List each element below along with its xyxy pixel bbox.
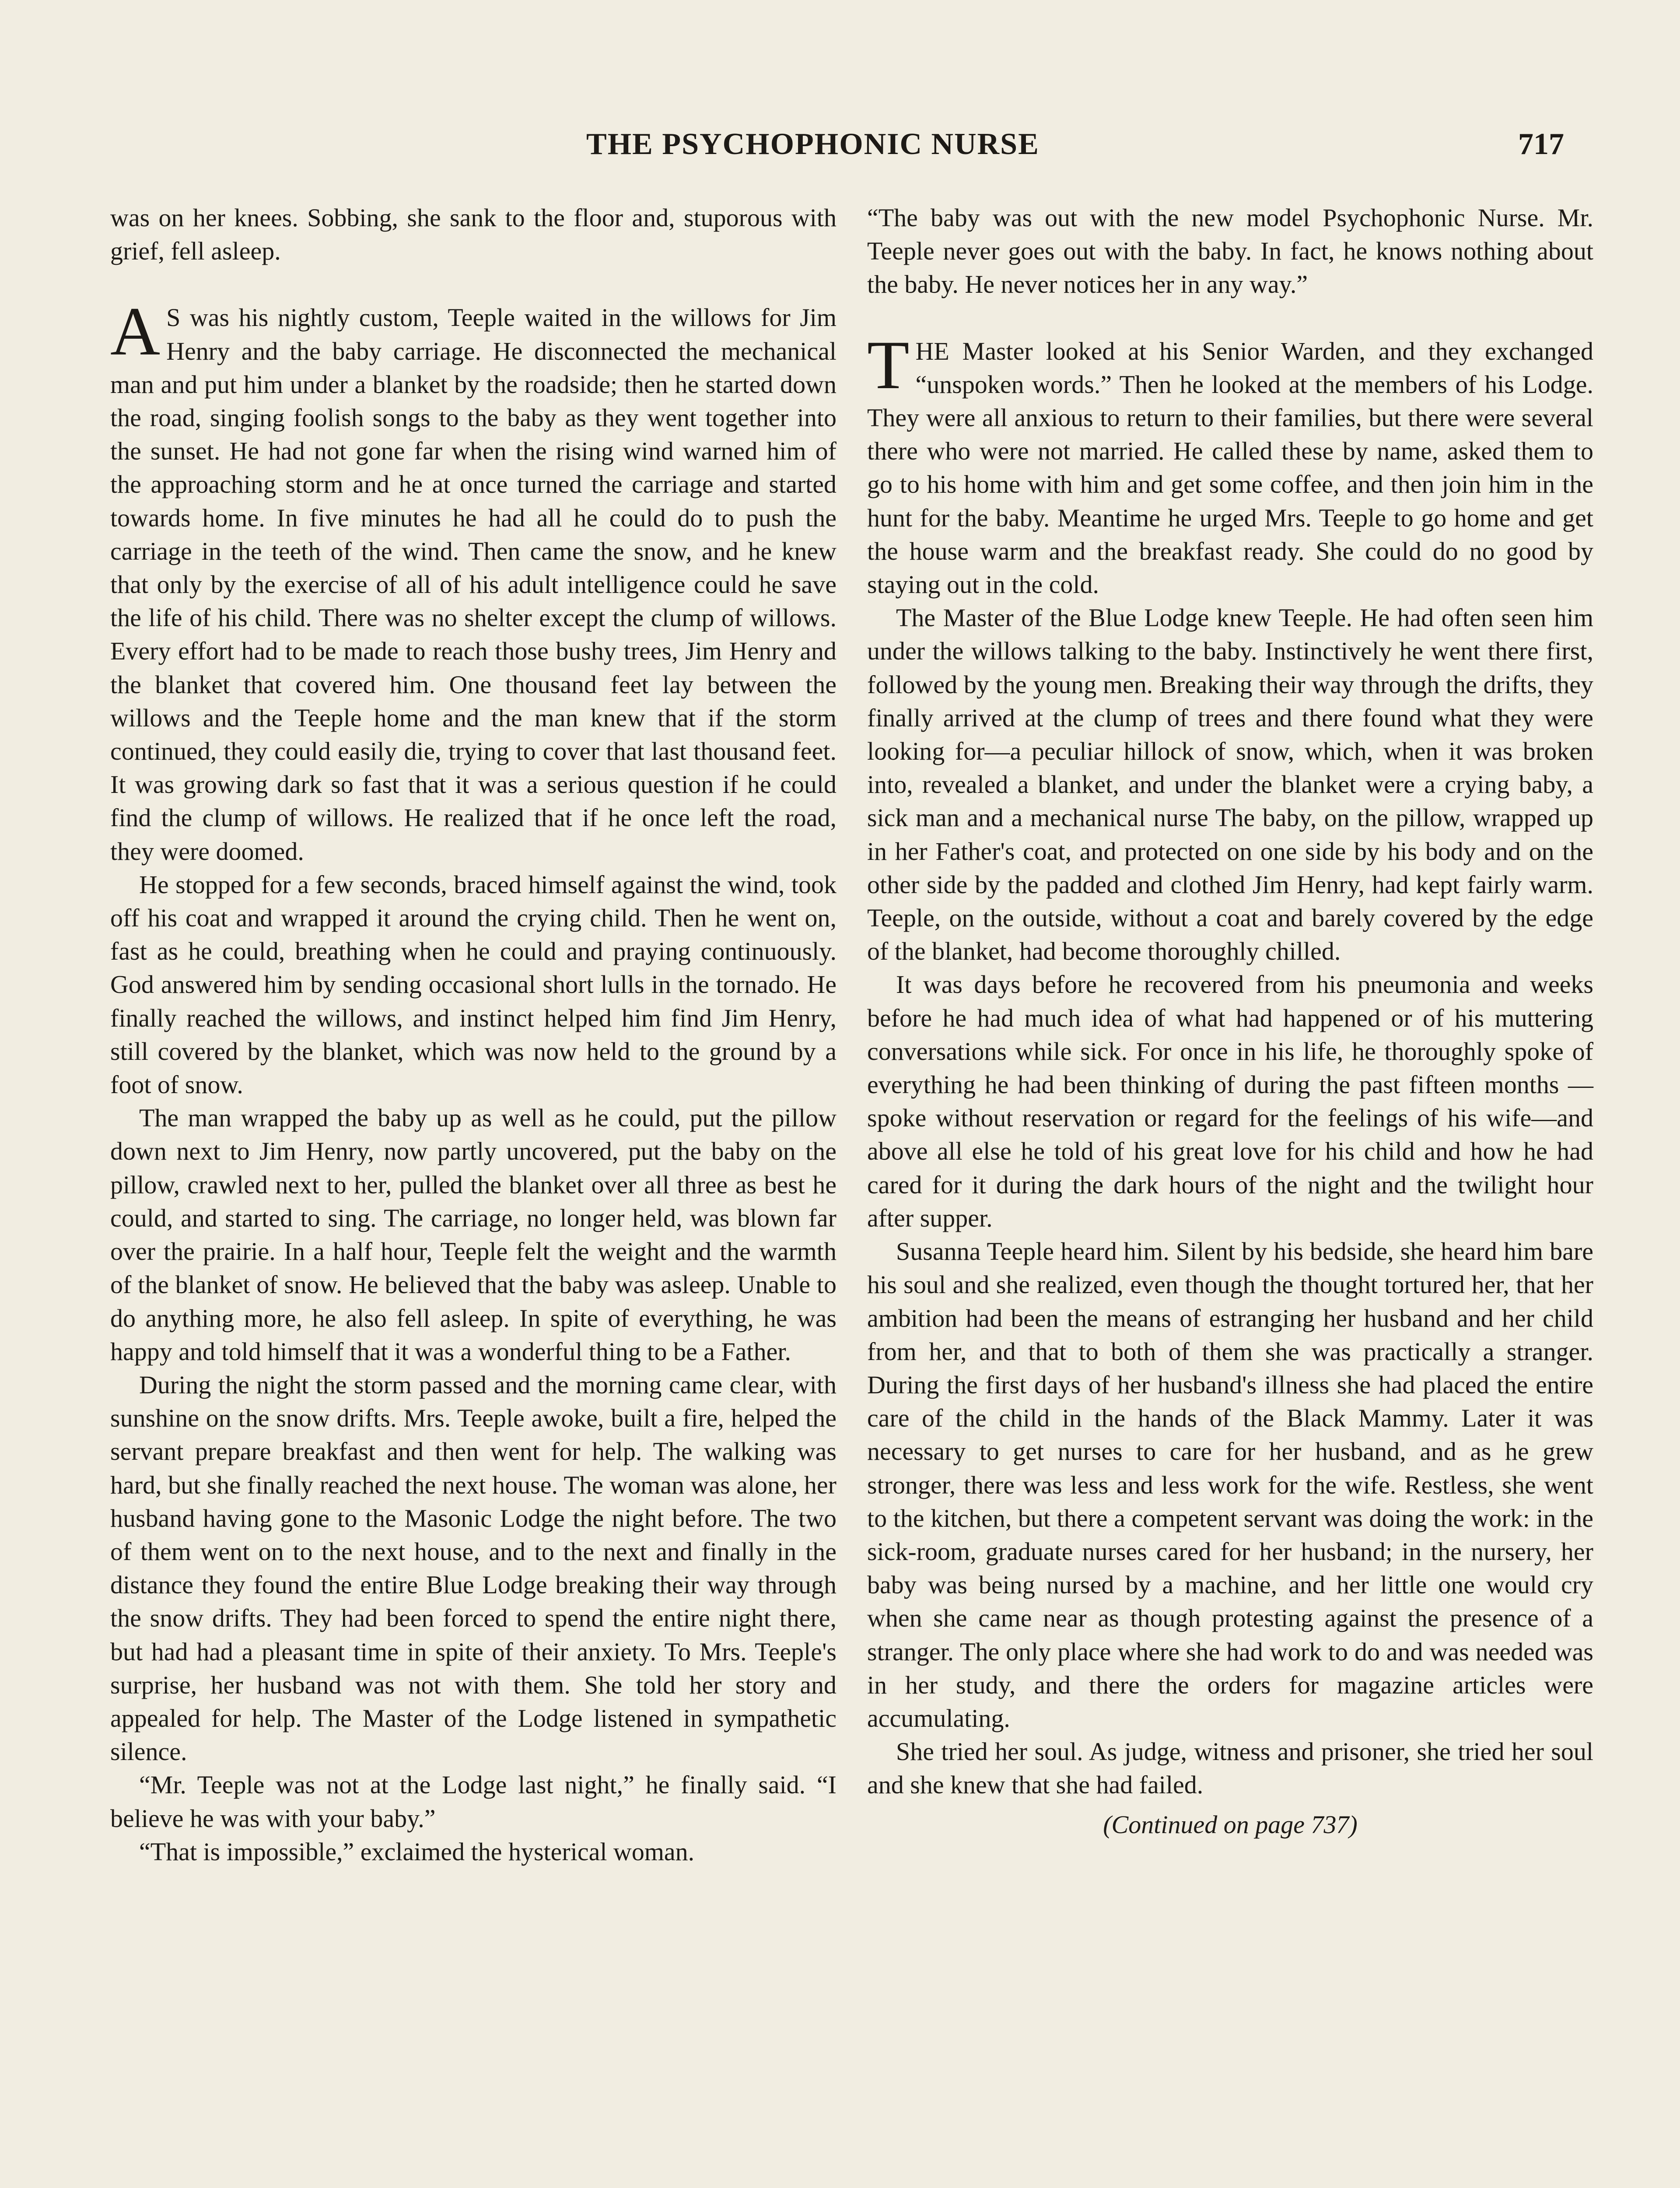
left-column [110, 201, 836, 1869]
paragraph: Susanna Teeple heard him. Silent by his bedside, she heard him bare his soul and she realized, even though the thought tortured her, that her ambition had been the means of estranging her husband and her child from her, and that to both of them she was practically a stranger. During the first days of her husband's illness she had placed the entire care of the child in the hands of the Black Mammy. Later it was necessary to get nurses to care for her husband, and as he grew stronger, there was less and less work for the wife. Restless, she went to the kitchen, but there a competent servant was doing the work: in the sick-room, graduate nurses cared for her husband; in the nursery, her baby was being nursed by a machine, and her little one would cry when she came near as though protesting against the presence of a stranger. The only place where she had work to do and was needed was in her study, and there the orders for magazine articles were accumulating. [867, 1237, 1593, 1732]
paragraph: The Master of the Blue Lodge knew Teeple. He had often seen him under the willows talking to the baby. Instinctively he went there first, followed by the young men. Breaking their way through the drifts, they finally arrived at the clump of trees and there found what they were looking for—a peculiar hillock of snow, which, when it was broken into, revealed a blanket, and under the blanket were a crying baby, a sick man and a mechanical nurse The baby, on the pillow, wrapped up in her Father's coat, and protected on one side by his body and on the other side by the padded and clothed Jim Henry, had kept fairly warm. Teeple, on the outside, without a coat and barely covered by the edge of the blanket, had become thoroughly chilled. [867, 603, 1593, 966]
paragraph: The man wrapped the baby up as well as he could, put the pillow down next to Jim Henry, now partly uncovered, put the baby on the pillow, crawled next to her, pulled the blanket over all three as best he could, and started to sing. The carriage, no longer held, was blown far over the prairie. In a half hour, Teeple felt the weight and the warmth of the blanket of snow. He believed that the baby was asleep. Unable to do anything more, he also fell asleep. In spite of everything, he was happy and told himself that it was a wonderful thing to be a Father. [110, 1104, 836, 1366]
paragraph: During the night the storm passed and the morning came clear, with sunshine on the snow drifts. Mrs. Teeple awoke, built a fire, helped the servant prepare breakfast and then went for help. The walking was hard, but she finally reached the next house. The woman was alone, her husband having gone to the Masonic Lodge the night before. The two of them went on to the next house, and to the next and finally in the distance they found the entire Blue Lodge breaking their way through the snow drifts. They had been forced to spend the entire night there, but had had a pleasant time in spite of their anxiety. To Mrs. Teeple's surprise, her husband was not with them. She told her story and appealed for help. The Master of the Lodge listened in sympathetic silence. [110, 1370, 836, 1766]
paragraph: “That is impossible,” exclaimed the hysterical woman. [139, 1837, 695, 1866]
paragraph: He stopped for a few seconds, braced himself against the wind, took off his coat and wrapped it around the crying child. Then he went on, fast as he could, breathing when he could and praying continuously. God answered him by sending occasional short lulls in the tornado. He finally reached the willows, and instinct helped him find Jim Henry, still covered by the blanket, which was now held to the ground by a foot of snow. [110, 870, 836, 1099]
page-header [0, 127, 1680, 171]
paragraph: “The baby was out with the new model Psychophonic Nurse. Mr. Teeple never goes out with the baby. In fact, he knows nothing about the baby. He never notices her in any way.” [867, 203, 1593, 299]
paragraph: was on her knees. Sobbing, she sank to the floor and, stuporous with grief, fell asleep. [110, 203, 836, 266]
running-title: THE PSYCHOPHONIC NURSE [586, 127, 1040, 161]
right-column [867, 201, 1593, 1841]
page-number: 717 [1518, 127, 1564, 161]
paragraph-dropcap: AS was his nightly custom, Teeple waited in the willows for Jim Henry and the baby carriage. He disconnected the mechanical man and put him under a blanket by the roadside; then he started down the road, singing foolish songs to the baby as they went together into the sunset. He had not gone far when the rising wind warned him of the approaching storm and he at once turned the carriage and started towards home. In five minutes he had all he could do to push the carriage in the teeth of the wind. Then came the snow, and he knew that only by the exercise of all of his adult intelligence could he save the life of his child. There was no shelter except the clump of willows. Every effort had to be made to reach those bushy trees, Jim Henry and the blanket that covered him. One thousand feet lay between the willows and the Teeple home and the man knew that if the storm continued, they could easily die, trying to cover that last thousand feet. It was growing dark so fast that it was a serious question if he could find the clump of willows. He realized that if he once left the road, they were doomed. [110, 293, 836, 866]
paragraph: It was days before he recovered from his pneumonia and weeks before he had much idea of what had happened or of his muttering conversations while sick. For once in his life, he thoroughly spoke of everything he had been thinking of during the past fifteen months —spoke without reservation or regard for the feelings of his wife—and above all else he told of his great love for his child and how he had cared for it during the dark hours of the night and the twilight hour after supper. [867, 970, 1593, 1232]
continued-notice: (Continued on page 737) [1103, 1810, 1358, 1839]
paragraph-dropcap: THE Master looked at his Senior Warden, and they exchanged “unspoken words.” Then he looked at the members of his Lodge. They were all anxious to return to their families, but there were several there who were not married. He called these by name, asked them to go to his home with him and get some coffee, and then join him in the hunt for the baby. Meantime he urged Mrs. Teeple to go home and get the house warm and the breakfast ready. She could do no good by staying out in the cold. [867, 326, 1593, 599]
paragraph: “Mr. Teeple was not at the Lodge last night,” he finally said. “I believe he was with your baby.” [110, 1771, 836, 1833]
paragraph: She tried her soul. As judge, witness and prisoner, she tried her soul and she knew that she had failed. [867, 1737, 1593, 1799]
